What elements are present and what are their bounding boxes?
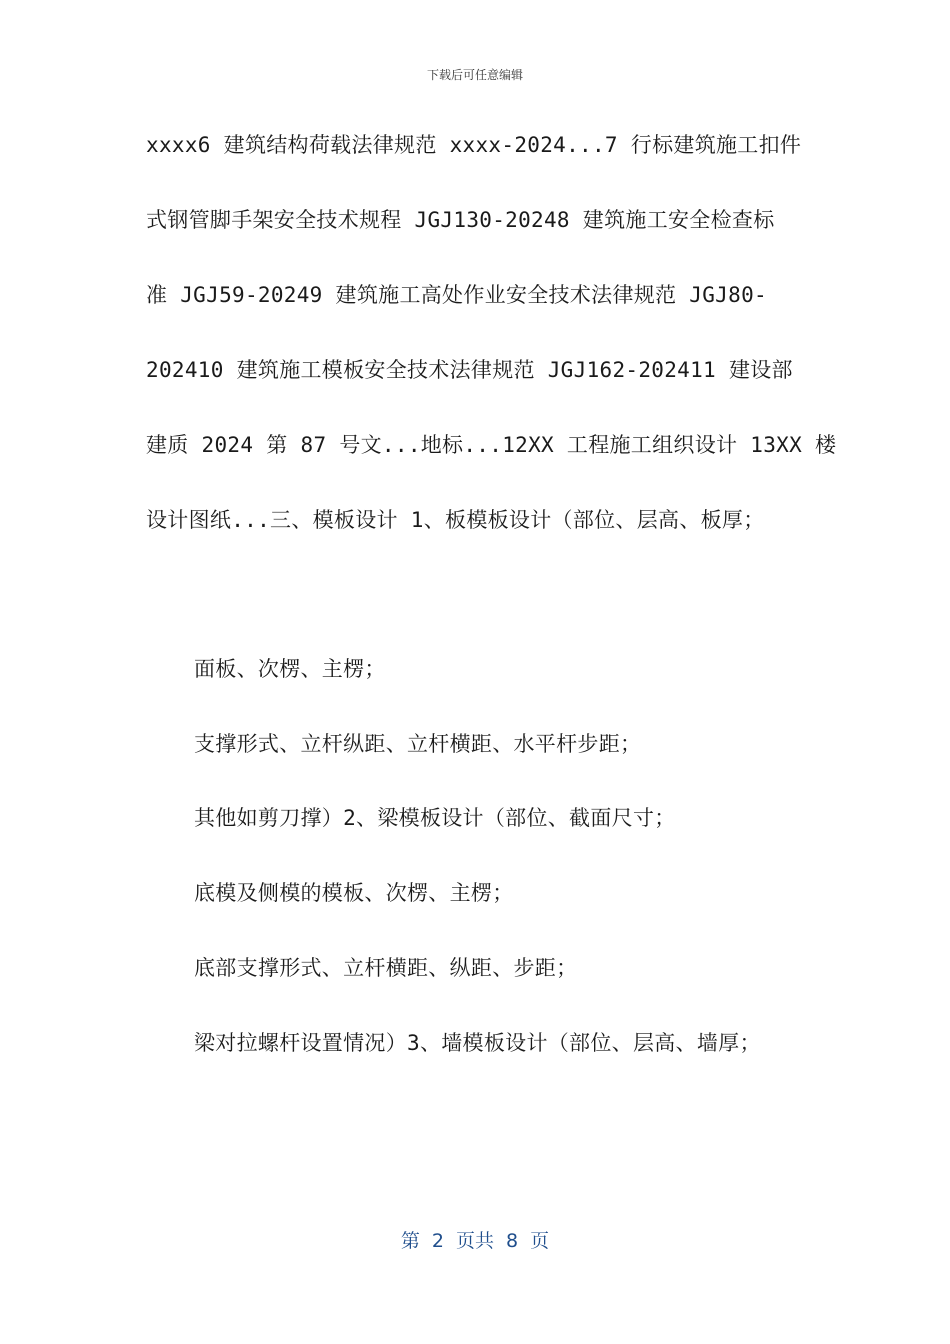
list-item: 其他如剪刀撑）2、梁模板设计（部位、截面尺寸； [194, 806, 676, 830]
page-number-footer [0, 1226, 950, 1253]
footer-prefix: 第 [400, 1230, 420, 1252]
page-header-note: 下载后可任意编辑 [426, 68, 523, 82]
list-item: 梁对拉螺杆设置情况）3、墙模板设计（部位、层高、墙厚； [194, 1031, 761, 1055]
list-item: 面板、次楞、主楞； [194, 657, 386, 681]
total-page-count: 8 [506, 1230, 519, 1252]
footer-suffix: 页 [530, 1230, 550, 1252]
paragraph-line: 建质 2024 第 87 号文...地标...12XX 工程施工组织设计 13XX 楼 [146, 433, 837, 457]
current-page-number: 2 [431, 1230, 444, 1252]
paragraph-line: 设计图纸...三、模板设计 1、板模板设计（部位、层高、板厚； [146, 508, 765, 532]
footer-middle: 页共 [455, 1230, 494, 1252]
list-item: 底模及侧模的模板、次楞、主楞； [194, 881, 514, 905]
paragraph-line: 202410 建筑施工模板安全技术法律规范 JGJ162-202411 建设部 [146, 358, 793, 382]
paragraph-line: 准 JGJ59-20249 建筑施工高处作业安全技术法律规范 JGJ80- [146, 283, 767, 307]
list-item: 支撑形式、立杆纵距、立杆横距、水平杆步距； [194, 732, 642, 756]
paragraph-line: xxxx6 建筑结构荷载法律规范 xxxx-2024...7 行标建筑施工扣件 [146, 133, 802, 157]
paragraph-line: 式钢管脚手架安全技术规程 JGJ130-20248 建筑施工安全检查标 [146, 208, 775, 232]
list-item: 底部支撑形式、立杆横距、纵距、步距； [194, 956, 578, 980]
